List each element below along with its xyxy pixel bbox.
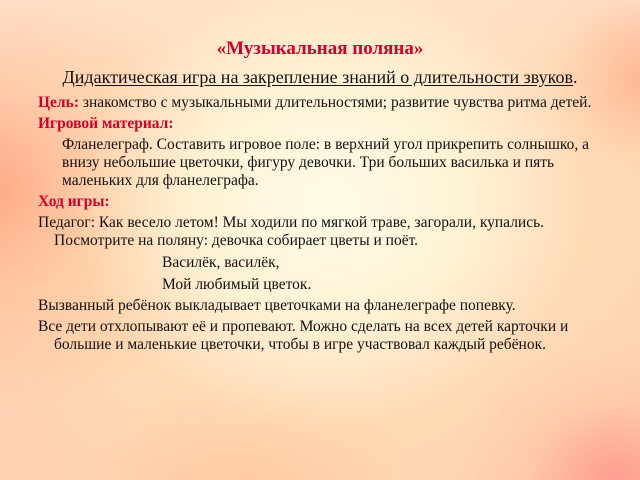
all-children-paragraph xyxy=(38,318,598,354)
all-text: Все дети отхлопывают её и пропевают. Можно сделать на всех детей карточки и большие и маленькие цветочки, чтобы в игре участвовал каждый ребёнок. xyxy=(38,318,569,353)
game-label: Ход игры: xyxy=(38,193,110,210)
goal-text: знакомство с музыкальными длительностями; развитие чувства ритма детей. xyxy=(79,94,592,111)
slide-subtitle xyxy=(0,66,640,88)
poem-line-1: Василёк, василёк, xyxy=(162,254,280,271)
material-paragraph xyxy=(38,136,598,190)
goal-paragraph xyxy=(38,94,598,112)
goal-label: Цель: xyxy=(38,94,79,111)
material-heading-paragraph xyxy=(38,115,598,133)
poem-line-2: Мой любимый цветок. xyxy=(162,276,312,293)
child-paragraph xyxy=(38,297,598,315)
child-text: Вызванный ребёнок выкладывает цветочками на фланелеграфе попевку. xyxy=(38,297,516,314)
subtitle-text: Дидактическая игра на закрепление знаний о длительности звуков xyxy=(62,67,573,87)
teacher-text: Педагог: Как весело летом! Мы ходили по мягкой траве, загорали, купались. Посмотрите на поляну: девочка собирает цветы и поёт. xyxy=(38,214,545,249)
subtitle-period: . xyxy=(572,67,578,87)
slide-title: «Музыкальная поляна» xyxy=(216,38,424,59)
game-heading-paragraph xyxy=(38,193,598,211)
content-body xyxy=(38,94,598,357)
material-label: Игровой материал: xyxy=(38,115,174,132)
teacher-paragraph xyxy=(38,214,598,250)
material-text: Фланелеграф. Составить игровое поле: в верхний угол прикрепить солнышко, а внизу небольшие цветочки, фигуру девочки. Три больших василька и пять маленьких для фланелеграфа. xyxy=(62,136,590,189)
